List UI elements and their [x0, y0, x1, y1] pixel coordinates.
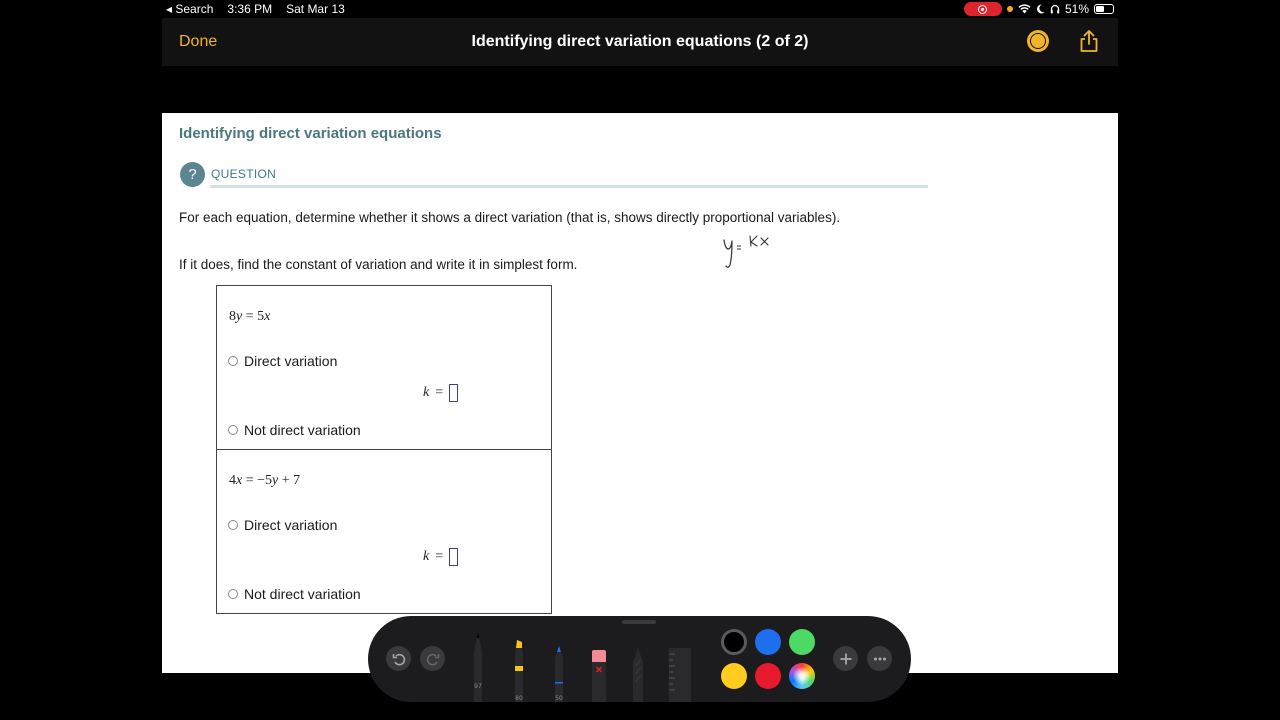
question-label: QUESTION: [211, 167, 277, 181]
share-icon[interactable]: [1078, 29, 1100, 53]
pen-tool-icon[interactable]: [466, 622, 490, 702]
document-title: Identifying direct variation equations (2 of 2): [471, 33, 809, 50]
wifi-icon: [1018, 4, 1031, 14]
svg-text:97: 97: [474, 683, 482, 690]
color-yellow-swatch[interactable]: [721, 663, 747, 689]
k-answer-row: k =: [423, 548, 458, 566]
radio-button[interactable]: [228, 356, 238, 366]
battery-percent: 51%: [1064, 2, 1089, 16]
color-red-swatch[interactable]: [755, 663, 781, 689]
svg-text:50: 50: [555, 695, 563, 702]
color-picker-icon[interactable]: [789, 663, 815, 689]
k-input-box[interactable]: [449, 384, 458, 402]
k-answer-row: k =: [423, 384, 458, 402]
battery-icon: [1094, 4, 1114, 14]
highlighter-tool-icon[interactable]: [507, 622, 531, 702]
k-input-box[interactable]: [449, 548, 458, 566]
handwritten-annotation: [720, 231, 776, 271]
equation: 4x = −5y + 7: [229, 473, 301, 488]
nav-bar: [162, 18, 1118, 66]
radio-button[interactable]: [228, 425, 238, 435]
svg-text:80: 80: [515, 695, 523, 702]
not-direct-variation-option[interactable]: Not direct variation: [228, 586, 361, 602]
mic-indicator-icon: [1007, 6, 1013, 12]
headphones-icon: [1050, 4, 1060, 14]
equation: 8y = 5x: [229, 309, 271, 324]
instruction-text-2: If it does, find the constant of variation and write it in simplest form.: [179, 257, 578, 272]
undo-icon[interactable]: [386, 646, 411, 671]
add-icon[interactable]: [833, 646, 858, 671]
question-divider: [210, 185, 928, 188]
markup-tool-palette: [368, 616, 911, 702]
direct-variation-option[interactable]: Direct variation: [228, 353, 337, 369]
color-blue-swatch[interactable]: [755, 629, 781, 655]
pencil-tool-icon[interactable]: [547, 622, 571, 702]
status-date: Sat Mar 13: [286, 2, 345, 16]
status-time: 3:36 PM: [227, 2, 273, 16]
lasso-tool-icon[interactable]: [626, 622, 650, 702]
eraser-tool-icon[interactable]: [587, 622, 611, 702]
ruler-tool-icon[interactable]: [666, 622, 694, 702]
screen-recording-icon[interactable]: [964, 2, 1002, 16]
instruction-text-1: For each equation, determine whether it shows a direct variation (that is, shows directly proportional variables).: [179, 210, 841, 225]
question-box-2: [216, 449, 552, 614]
done-button[interactable]: Done: [179, 33, 218, 50]
direct-variation-option[interactable]: Direct variation: [228, 517, 337, 533]
not-direct-variation-option[interactable]: Not direct variation: [228, 422, 361, 438]
more-icon[interactable]: [867, 646, 892, 671]
topic-title: Identifying direct variation equations: [179, 125, 442, 142]
document-page: [162, 113, 1118, 673]
redo-icon[interactable]: [420, 646, 445, 671]
color-black-swatch[interactable]: [721, 629, 747, 655]
markup-icon[interactable]: [1027, 30, 1049, 52]
question-mark-icon: ?: [180, 162, 205, 187]
back-to-app[interactable]: ◂ Search: [166, 2, 214, 16]
radio-button[interactable]: [228, 520, 238, 530]
radio-button[interactable]: [228, 589, 238, 599]
moon-icon: [1036, 4, 1045, 14]
question-box-1: [216, 285, 552, 450]
status-bar: [162, 0, 1118, 18]
color-green-swatch[interactable]: [789, 629, 815, 655]
